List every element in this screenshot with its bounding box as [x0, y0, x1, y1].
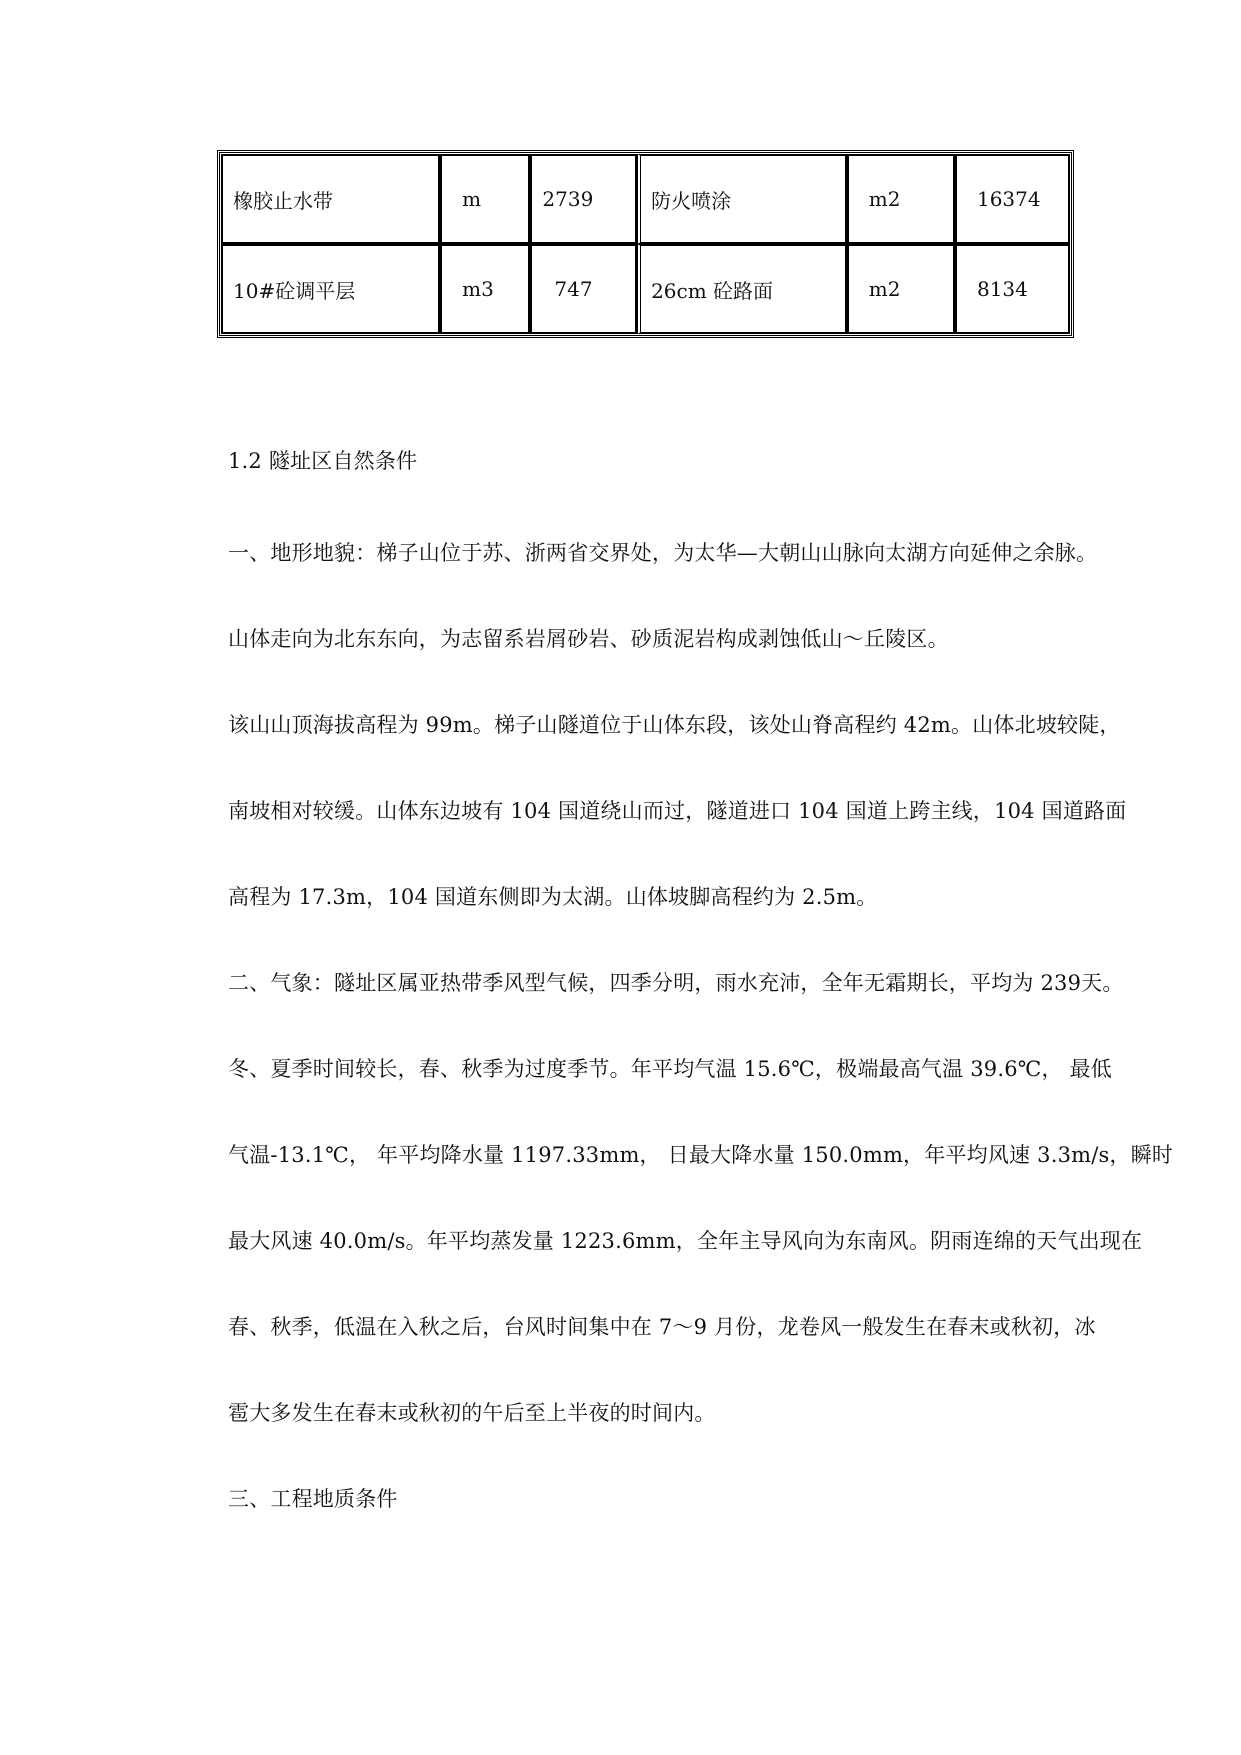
table-cell: m2: [847, 154, 955, 244]
paragraph-line: 春、秋季，低温在入秋之后，台风时间集中在 7～9 月份，龙卷风一般发生在春末或秋初，冰: [228, 1315, 1096, 1339]
table-cell: m3: [440, 244, 530, 334]
section-heading: 1.2 隧址区自然条件: [228, 449, 418, 473]
paragraph-line: 一、地形地貌：梯子山位于苏、浙两省交界处，为太华—大朝山山脉向太湖方向延伸之余脉。: [228, 541, 1098, 565]
table-cell: m2: [847, 244, 955, 334]
table-row: [221, 244, 1070, 334]
table-cell: m: [440, 154, 530, 244]
table-cell: 747: [530, 244, 637, 334]
paragraph-line: 南坡相对较缓。山体东边坡有 104 国道绕山而过，隧道进口 104 国道上跨主线，104 国道路面: [228, 799, 1127, 823]
paragraph-line: 气温-13.1℃， 年平均降水量 1197.33mm， 日最大降水量 150.0mm，年平均风速 3.3m/s，瞬时: [228, 1143, 1174, 1167]
table-cell: 26cm 砼路面: [637, 244, 847, 334]
paragraph-line: 雹大多发生在春末或秋初的午后至上半夜的时间内。: [228, 1401, 716, 1425]
paragraph-line: 山体走向为北东东向，为志留系岩屑砂岩、砂质泥岩构成剥蚀低山～丘陵区。: [228, 627, 949, 651]
paragraph-line: 该山山顶海拔高程为 99m。梯子山隧道位于山体东段，该处山脊高程约 42m。山体北坡较陡，: [228, 713, 1121, 737]
paragraph-line: 最大风速 40.0m/s。年平均蒸发量 1223.6mm，全年主导风向为东南风。阴雨连绵的天气出现在: [228, 1229, 1143, 1253]
table-cell: 2739: [530, 154, 637, 244]
table-cell: 8134: [955, 244, 1070, 334]
table-row: [221, 154, 1070, 244]
paragraph-line: 高程为 17.3m，104 国道东侧即为太湖。山体坡脚高程约为 2.5m。: [228, 885, 878, 909]
table-cell: 橡胶止水带: [221, 154, 440, 244]
quantity-table: [217, 150, 1074, 338]
paragraph-line: 冬、夏季时间较长，春、秋季为过度季节。年平均气温 15.6℃，极端最高气温 39.6℃， 最低: [228, 1057, 1112, 1081]
subsection-heading: 三、工程地质条件: [228, 1487, 398, 1511]
table-cell: 16374: [955, 154, 1070, 244]
table-cell: 10#砼调平层: [221, 244, 440, 334]
paragraph-line: 二、气象：隧址区属亚热带季风型气候，四季分明，雨水充沛，全年无霜期长，平均为 239天。: [228, 971, 1124, 995]
table-cell: 防火喷涂: [637, 154, 847, 244]
